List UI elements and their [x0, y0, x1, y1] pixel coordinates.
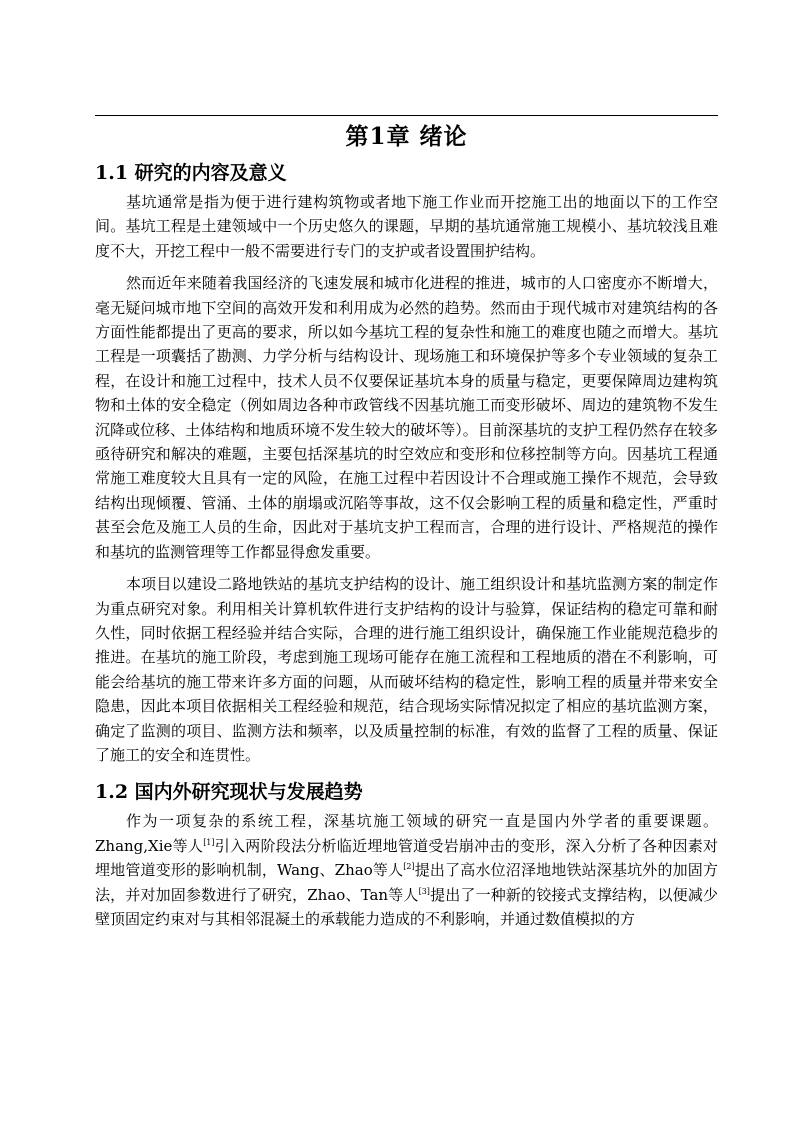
section-1-paragraph-3: 本项目以建设二路地铁站的基坑支护结构的设计、施工组织设计和基坑监测方案的制定作为重点研究对象。利用相关计算机软件进行支护结构的设计与验算，保证结构的稳定可靠和耐久性，同时依据工程经验并结合实际，合理的进行施工组织设计，确保施工作业能规范稳步的推进。在基坑的施工阶段，考虑到施工现场可能存在施工流程和工程地质的潜在不利影响，可能会给基坑的施工带来许多方面的问题，从而破坏结构的稳定性，影响工程的质量并带来安全隐患，因此本项目依据相关工程经验和规范，结合现场实际情况拟定了相应的基坑监测方案，确定了监测的项目、监测方法和频率，以及质量控制的标准，有效的监督了工程的质量、保证了施工的安全和连贯性。 [95, 575, 718, 764]
text-run: 提出了一种新的铰接式支撑结构，以便减少壁顶固定约束对与其相邻混凝土的承载能力造成的不利影响，并通过数值模拟的方 [95, 885, 718, 928]
citation-2[interactable]: [2] [403, 862, 415, 872]
section-1-paragraph-2: 然而近年来随着我国经济的飞速发展和城市化进程的推进，城市的人口密度亦不断增大，毫无疑问城市地下空间的高效开发和利用成为必然的趋势。然而由于现代城市对建筑结构的各方面性能都提出了更高的要求，所以如今基坑工程的复杂性和施工的难度也随之而增大。基坑工程是一项囊括了勘测、力学分析与结构设计、现场施工和环境保护等多个专业领域的复杂工程，在设计和施工过程中，技术人员不仅要保证基坑本身的质量与稳定，更要保障周边建构筑物和土体的安全稳定（例如周边各种市政管线不因基坑施工而变形破坏、周边的建筑物不发生沉降或位移、土体结构和地质环境不发生较大的破坏等）。目前深基坑的支护工程仍然存在较多亟待研究和解决的难题，主要包括深基坑的时空效应和变形和位移控制等方向。因基坑工程通常施工难度较大且具有一定的风险，在施工过程中若因设计不合理或施工操作不规范，会导致结构出现倾覆、管涌、土体的崩塌或沉陷等事故，这不仅会影响工程的质量和稳定性，严重时甚至会危及施工人员的生命，因此对于基坑支护工程而言，合理的进行设计、严格规范的操作和基坑的监测管理等工作都显得愈发重要。 [95, 274, 718, 561]
section-2-paragraph-1 [95, 809, 718, 931]
text-run: Zhang,Xie等人 [95, 836, 204, 855]
citation-3[interactable]: [3] [418, 886, 430, 896]
section-1-paragraph-1: 基坑通常是指为便于进行建构筑物或者地下施工作业而开挖施工出的地面以下的工作空间。基坑工程是土建领域中一个历史悠久的课题，早期的基坑通常施工规模小、基坑较浅且难度不大，开挖工程中一般不需要进行专门的支护或者设置围护结构。 [95, 193, 718, 260]
citation-1[interactable]: [1] [203, 837, 215, 847]
section-2-title: 1.2 国内外研究现状与发展趋势 [95, 781, 363, 804]
header-rule [95, 115, 718, 116]
chapter-title: 第1章 绪论 [345, 123, 468, 150]
text-run: 提出了高水位沼泽地地铁站深基坑外的加固方法，并对加固参数进行了研究，Zhao、Tan等人 [95, 861, 718, 904]
text-run: 引入两阶段法分析临近埋地管道受岩崩冲击的变形，深入分析了各种因素对埋地管道变形的影响机制，Wang、Zhao等人 [95, 836, 718, 880]
section-1-title: 1.1 研究的内容及意义 [95, 162, 287, 184]
page-content [95, 118, 718, 931]
section-2-paragraph-1-intro: 作为一项复杂的系统工程，深基坑施工领域的研究一直是国内外学者的重要课题。 [126, 812, 718, 831]
